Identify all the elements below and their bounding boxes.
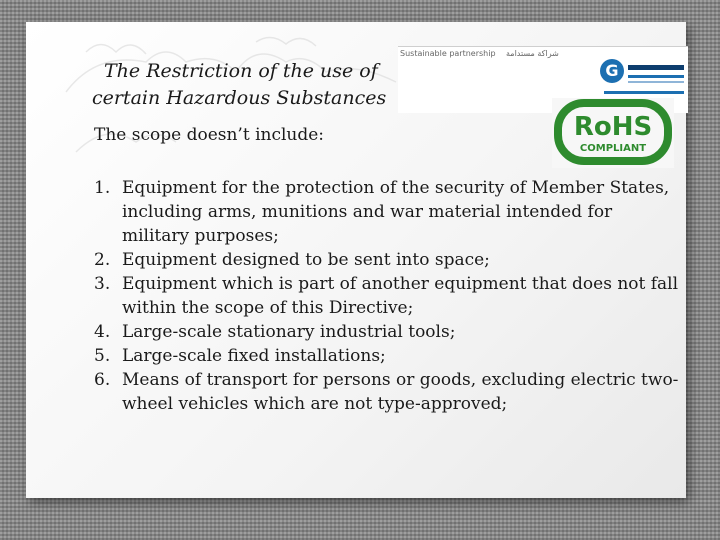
header-right-text: شراكة مستدامة <box>506 49 559 58</box>
list-item: 3. Equipment which is part of another equipment that does not fall within the scope of this Directive; <box>94 274 679 318</box>
gcc-g-icon: G <box>600 59 624 83</box>
exclusion-list <box>90 176 680 416</box>
header-left-text: Sustainable partnership <box>400 49 496 58</box>
rohs-logo <box>552 98 674 168</box>
list-item: 2. Equipment designed to be sent into space; <box>94 250 490 270</box>
list-item: 4. Large-scale stationary industrial tools; <box>94 322 456 342</box>
rohs-main-text: RoHS <box>573 112 653 142</box>
list-item: 5. Large-scale fixed installations; <box>94 346 386 366</box>
list-item: 1. Equipment for the protection of the security of Member States, including arms, munitions and war material intended for military purposes; <box>94 178 670 246</box>
list-item: 6. Means of transport for persons or goods, excluding electric two-wheel vehicles which are not type-approved; <box>94 370 679 414</box>
slide <box>26 22 686 498</box>
title-line-2: certain Hazardous Substances <box>92 87 387 109</box>
slide-title <box>92 58 422 112</box>
title-line-1: The Restriction of the use of <box>104 60 378 82</box>
slide-subtitle: The scope doesn’t include: <box>94 125 325 145</box>
rohs-sub-text: COMPLIANT <box>579 143 647 154</box>
